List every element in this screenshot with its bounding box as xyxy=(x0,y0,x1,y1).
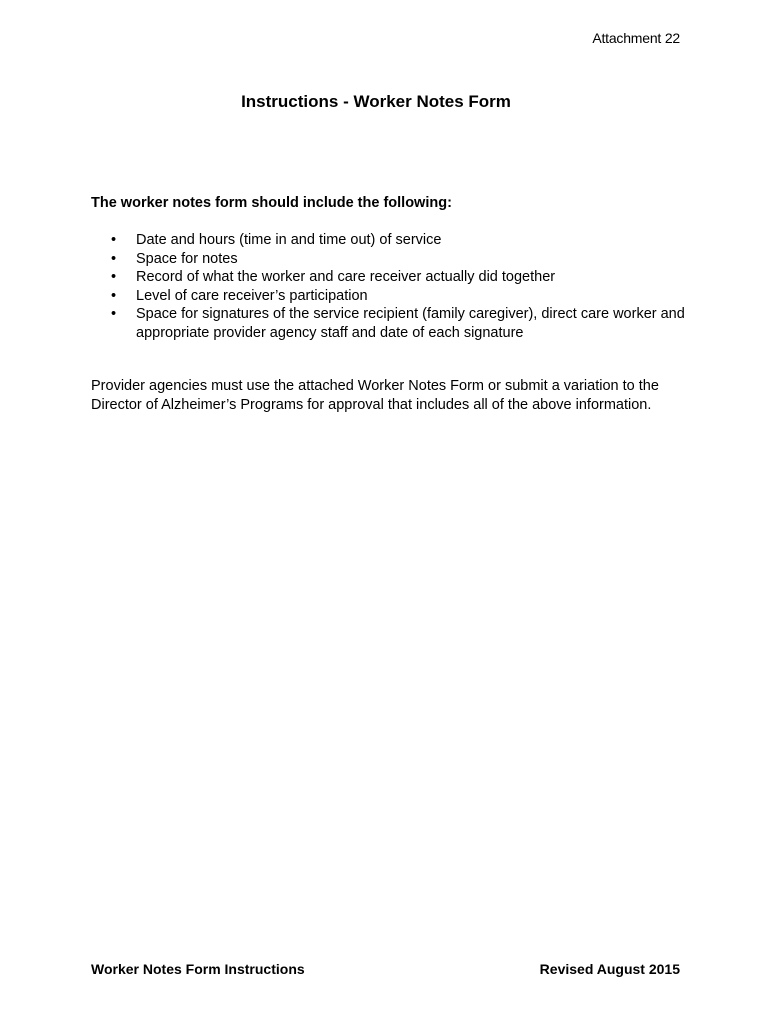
bullet-icon: • xyxy=(111,232,117,248)
bullet-icon: • xyxy=(111,269,117,286)
footer-document-name: Worker Notes Form Instructions xyxy=(91,961,305,977)
list-item xyxy=(91,305,691,342)
list-item xyxy=(91,287,691,306)
body-paragraph: Provider agencies must use the attached Worker Notes Form or submit a variation to the Director of Alzheimer’s Programs for approval that includes all of the above information. xyxy=(91,378,659,413)
list-item-text: Level of care receiver’s participation xyxy=(136,287,368,304)
bullet-icon: • xyxy=(111,306,117,323)
bullet-icon: • xyxy=(111,250,117,267)
footer-revision-date: Revised August 2015 xyxy=(539,961,680,977)
list-item xyxy=(91,250,691,269)
list-item-text: Date and hours (time in and time out) of service xyxy=(136,232,442,248)
list-item xyxy=(91,231,691,250)
list-item-text: Record of what the worker and care receiver actually did together xyxy=(136,269,556,286)
page-title: Instructions - Worker Notes Form xyxy=(241,92,511,111)
list-item-text: Space for signatures of the service recipient (family caregiver), direct care worker and appropriate provider agency staff and date of each signature xyxy=(136,306,685,341)
requirements-list xyxy=(91,231,691,343)
list-item xyxy=(91,268,691,287)
section-heading: The worker notes form should include the following: xyxy=(91,195,452,211)
list-item-text: Space for notes xyxy=(136,250,238,267)
attachment-label: Attachment 22 xyxy=(592,30,680,46)
bullet-icon: • xyxy=(111,287,117,304)
